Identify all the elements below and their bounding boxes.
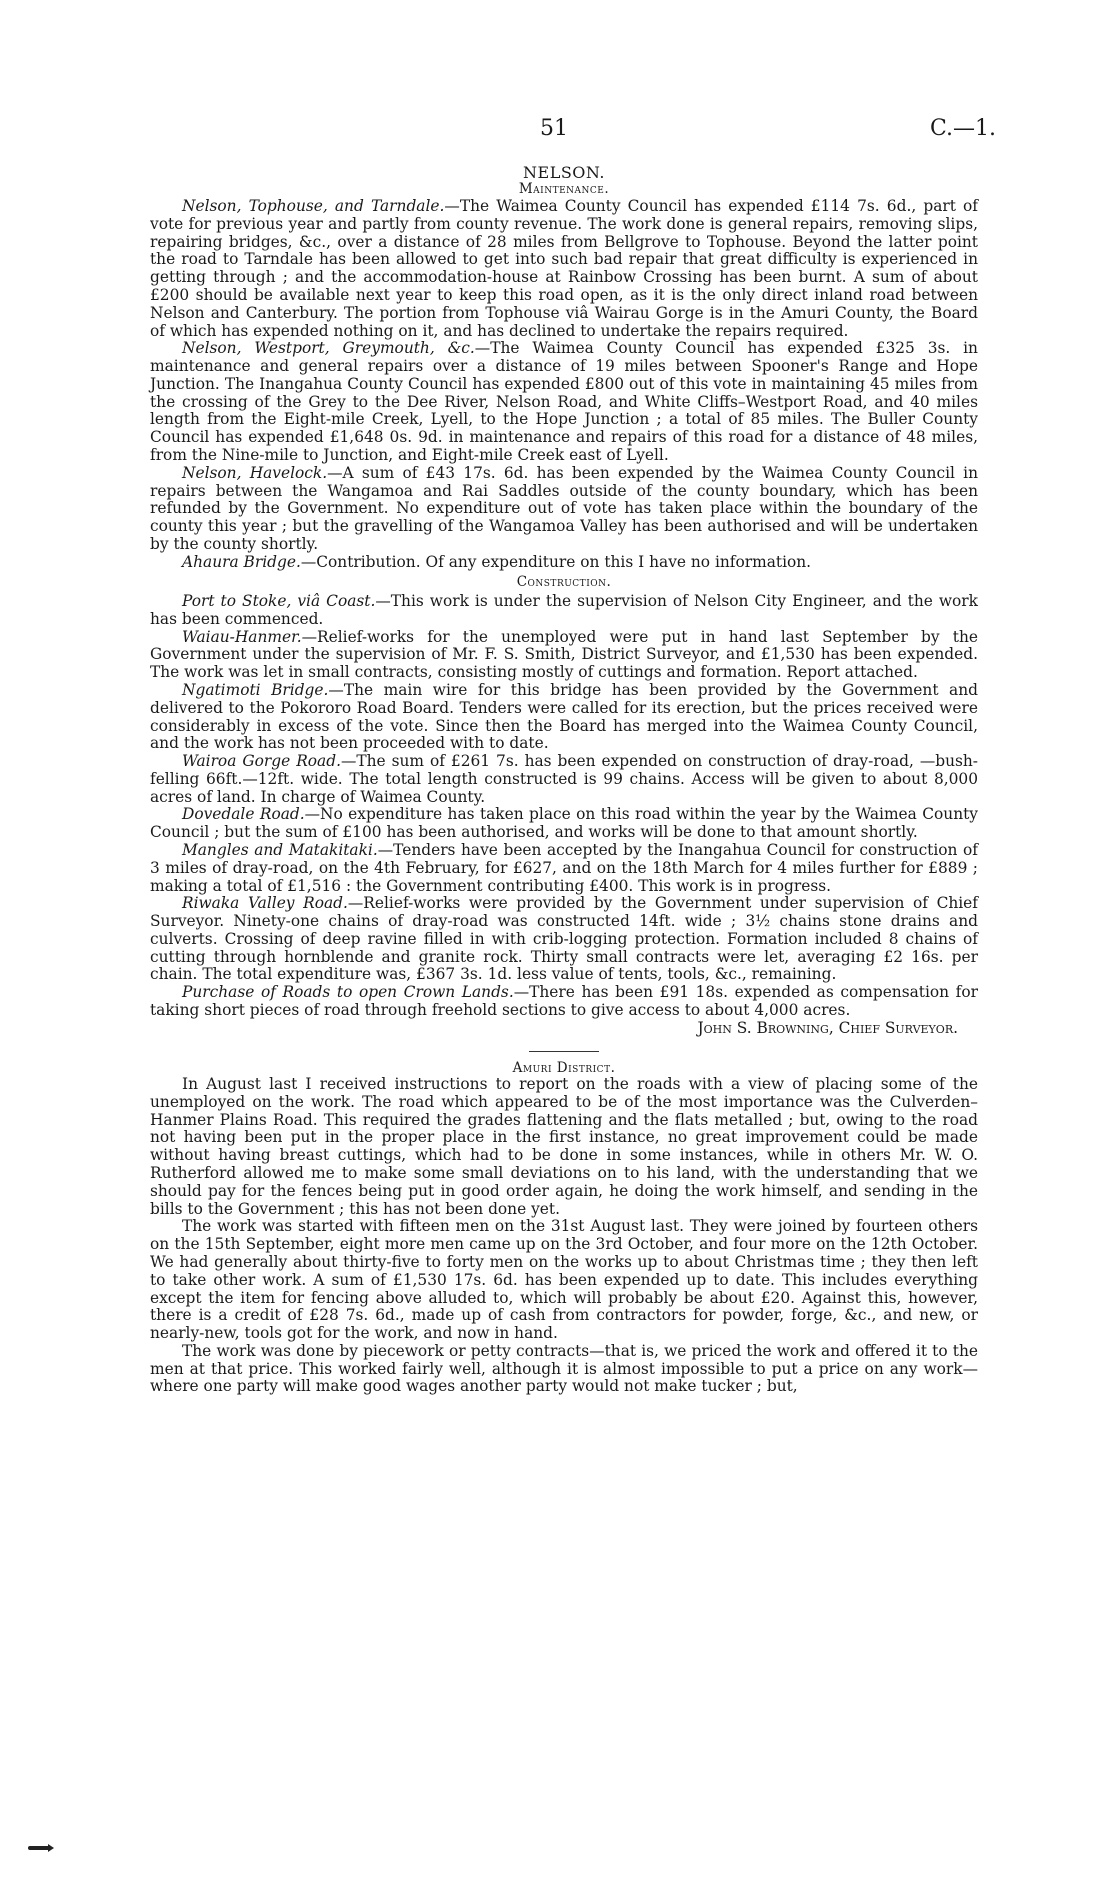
margin-arrow-mark xyxy=(28,1846,50,1850)
paragraph-text: —This work is under the supervision of Nelson City Engineer, and the work has been commenced. xyxy=(150,592,978,628)
paragraph xyxy=(150,340,978,464)
paragraph xyxy=(150,842,978,895)
paragraph-heading: Dovedale Road. xyxy=(182,805,305,824)
paragraph-heading: Wairoa Gorge Road. xyxy=(182,752,341,771)
paragraph-heading: Ngatimoti Bridge. xyxy=(182,680,329,699)
subheading-maintenance: Maintenance. xyxy=(518,181,610,198)
paragraph-heading: Port to Stoke, viâ Coast. xyxy=(182,592,376,611)
paragraph-text: —The Waimea County Council has expended £114 7s. 6d., part of vote for previous year and partly from county revenue. The work done is general repairs, removing slips, repairing bridges, &c., over a distance of 28 miles from Bellgrove to Tophouse. Beyond the latter point the road to Tarndale has been allowed to get into such bad repair that great difficulty is experienced in getting through ; and the accommodation-house at Rainbow Crossing has been burnt. A sum of about £200 should be available next year to keep this road open, as it is the only direct inland road between Nelson and Canterbury. The portion from Tophouse viâ Wairau Gorge is in the Amuri County, the Board of which has expended nothing on it, and has declined to undertake the repairs required. xyxy=(150,197,978,340)
paragraph-heading: Purchase of Roads to open Crown Lands. xyxy=(182,983,514,1002)
page-number: 51 xyxy=(540,116,568,141)
paragraph-text: —Tenders have been accepted by the Inangahua Council for construction of 3 miles of dray-road, on the 4th February, for £627, and on the 18th March for 4 miles further for £889 ; making a total of £1,516 : the Government contributing £400. This work is in progress. xyxy=(150,840,978,895)
paragraph-heading: Nelson, Havelock. xyxy=(182,463,328,482)
paragraph-text: —No expenditure has taken place on this road within the year by the Waimea County Council ; but the sum of £100 has been authorised, and works will be done to that amount shortly. xyxy=(150,805,978,842)
paragraph xyxy=(150,806,978,842)
paragraph-text: —The main wire for this bridge has been provided by the Government and delivered to the Pokororo Road Board. Tenders were called for its erection, but the prices received were considerably in excess of the vote. Since then the Board has merged into the Waimea County Council, and the work has not been proceeded with to date. xyxy=(150,680,978,753)
paragraph: The work was started with fifteen men on the 31st August last. They were joined by fourteen others on the 15th September, eight more men came up on the 3rd October, and four more on the 12th October. We had generally about thirty-five to forty men on the works up to about Christmas time ; they then left to take other work. A sum of £1,530 17s. 6d. has been expended up to date. This includes everything except the item for fencing above alluded to, which will probably be about £20. Against this, however, there is a credit of £28 7s. 6d., made up of cash from contractors for powder, forge, &c., and new, or nearly-new, tools got for the work, and now in hand. xyxy=(150,1217,978,1343)
paragraph-text: —There has been £91 18s. expended as compensation for taking short pieces of road through freehold sections to give access to about 4,000 acres. xyxy=(150,983,978,1019)
page-body xyxy=(150,164,978,1396)
series-code: C.—1. xyxy=(929,116,996,141)
paragraph-heading: Nelson, Tophouse, and Tarndale. xyxy=(182,197,445,216)
paragraph-heading: Waiau-Hanmer. xyxy=(182,627,302,646)
paragraph-text: —The Waimea County Council has expended £325 3s. in maintenance and general repairs over a distance of 19 miles between Spooner's Range and Hope Junction. The Inangahua County Council has expended £800 out of this vote in maintaining 45 miles from the crossing of the Grey to the Dee River, Nelson Road, and White Cliffs–Westport Road, and 40 miles length from the Eight-mile Creek, Lyell, to the Hope Junction ; a total of 85 miles. The Buller County Council has expended £1,648 0s. 9d. in maintenance and repairs of this road for a distance of 48 miles, from the Nine-mile to Junction, and Eight-mile Creek east of Lyell. xyxy=(150,339,978,464)
paragraph xyxy=(150,629,978,682)
signature: John S. Browning, Chief Surveyor. xyxy=(697,1018,958,1037)
subheading-amuri-district: Amuri District. xyxy=(512,1059,616,1076)
paragraph xyxy=(150,465,978,554)
paragraph-heading: Ahaura Bridge. xyxy=(182,552,301,571)
paragraph-text: —A sum of £43 17s. 6d. has been expended by the Waimea County Council in repairs between the Wangamoa and Rai Saddles outside of the county boundary, which has been refunded by the Government. No expenditure out of vote has taken place within the boundary of the county this year ; but the gravelling of the Wangamoa Valley has been authorised and will be undertaken by the county shortly. xyxy=(150,463,978,553)
paragraph-text: —Relief-works were provided by the Government under supervision of Chief Surveyor. Ninety-one chains of dray-road was constructed 14ft. wide ; 3½ chains stone drains and culverts. Crossing of deep ravine filled in with crib-logging protection. Formation included 8 chains of cutting through hornblende and granite rock. Thirty small contracts were let, averaging £2 16s. per chain. The total expenditure was, £367 3s. 1d. less value of tents, tools, &c., remaining. xyxy=(150,894,978,984)
section-title-nelson: NELSON. xyxy=(523,163,605,182)
paragraph-text: —Contribution. Of any expenditure on this I have no information. xyxy=(300,552,812,571)
paragraph: The work was done by piecework or petty contracts—that is, we priced the work and offered it to the men at that price. This worked fairly well, although it is almost impossible to put a price on any work—where one party will make good wages another party would not make tucker ; but, xyxy=(150,1341,978,1396)
paragraph-heading: Nelson, Westport, Greymouth, &c. xyxy=(182,339,475,358)
paragraph xyxy=(150,554,978,572)
paragraph xyxy=(150,198,978,340)
paragraph xyxy=(150,895,978,984)
paragraph: In August last I received instructions to report on the roads with a view of placing some of the unemployed on the work. The road which appeared to be of the most importance was the Culverden–Hanmer Plains Road. This required the grades flattening and the flats metalled ; but, owing to the road not having been put in the proper place in the first instance, no great improvement could be made without having breast cuttings, which had to be done in some instances, while in others Mr. W. O. Rutherford allowed me to make some small deviations on to his land, with the understanding that we should pay for the fences being put in good order again, he doing the work himself, and sending in the bills to the Government ; this has not been done yet. xyxy=(150,1075,978,1218)
paragraph-text: —Relief-works for the unemployed were put in hand last September by the Government under the supervision of Mr. F. S. Smith, District Surveyor, and £1,530 has been expended. The work was let in small contracts, consisting mostly of cuttings and formation. Report attached. xyxy=(150,627,978,682)
paragraph-text: —The sum of £261 7s. has been expended on construction of dray-road, —bush-felling 66ft.—12ft. wide. The total length constructed is 99 chains. Access will be given to about 8,000 acres of land. In charge of Waimea County. xyxy=(150,752,978,806)
paragraph xyxy=(150,753,978,806)
subheading-construction: Construction. xyxy=(516,574,612,591)
paragraph-heading: Mangles and Matakitaki. xyxy=(182,840,378,859)
section-divider xyxy=(529,1051,599,1052)
paragraph xyxy=(150,593,978,629)
paragraph xyxy=(150,984,978,1020)
paragraph-heading: Riwaka Valley Road. xyxy=(182,894,348,913)
paragraph xyxy=(150,682,978,753)
